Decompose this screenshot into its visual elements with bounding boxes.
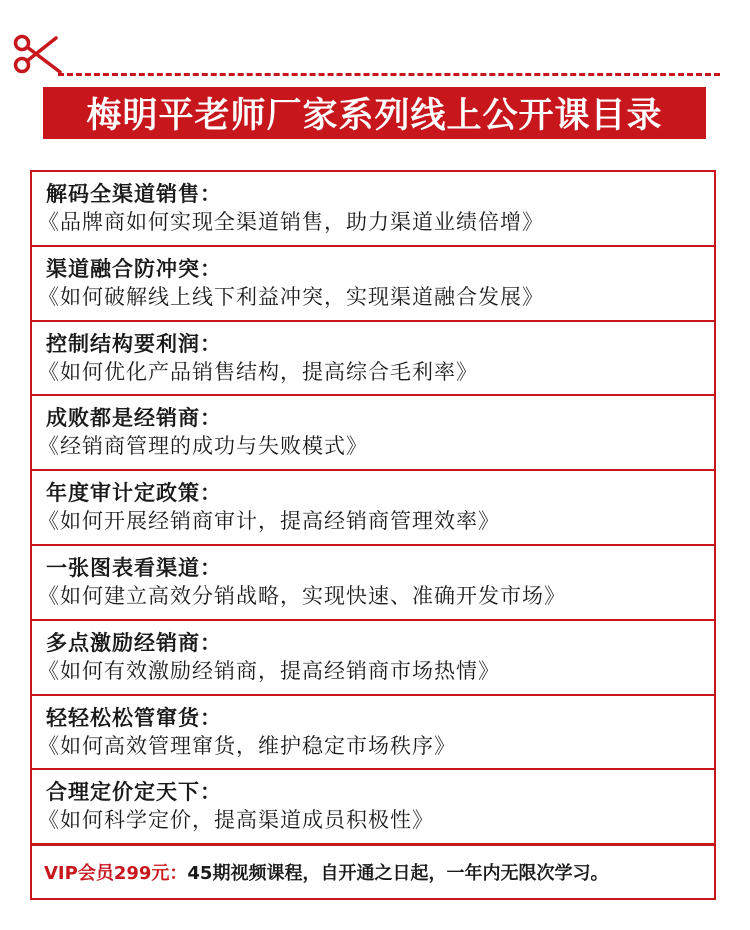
course-title: 解码全渠道销售： bbox=[46, 182, 222, 206]
list-item bbox=[32, 172, 714, 247]
page-title: 梅明平老师厂家系列线上公开课目录 bbox=[43, 87, 706, 139]
vip-price-label: VIP会员299元： bbox=[44, 863, 188, 884]
course-title: 一张图表看渠道： bbox=[46, 555, 222, 580]
course-title: 合理定价定天下： bbox=[46, 780, 222, 805]
list-item bbox=[32, 471, 714, 546]
list-item bbox=[32, 546, 714, 621]
course-title: 年度审计定政策： bbox=[46, 481, 222, 506]
list-item bbox=[32, 396, 714, 471]
cut-line bbox=[58, 73, 720, 76]
list-item bbox=[32, 770, 714, 845]
course-description: 《如何破解线上线下利益冲突，实现渠道融合发展》 bbox=[38, 284, 544, 309]
list-item bbox=[32, 621, 714, 696]
course-title: 轻轻松松管窜货： bbox=[46, 705, 222, 730]
vip-description: 45期视频课程，自开通之日起，一年内无限次学习。 bbox=[187, 863, 609, 884]
course-title: 多点激励经销商： bbox=[46, 630, 222, 655]
course-description: 《经销商管理的成功与失败模式》 bbox=[38, 434, 368, 459]
scissors-icon bbox=[12, 32, 64, 80]
list-item bbox=[32, 696, 714, 771]
list-item bbox=[32, 247, 714, 322]
course-title: 渠道融合防冲突： bbox=[46, 256, 222, 281]
course-description: 《如何有效激励经销商，提高经销商市场热情》 bbox=[38, 658, 500, 683]
course-description: 《如何高效管理窜货，维护稳定市场秩序》 bbox=[38, 733, 456, 758]
course-title: 控制结构要利润： bbox=[46, 331, 222, 356]
course-description: 《如何建立高效分销战略，实现快速、准确开发市场》 bbox=[38, 583, 566, 608]
course-title: 成败都是经销商： bbox=[46, 406, 222, 431]
course-description: 《如何优化产品销售结构，提高综合毛利率》 bbox=[38, 359, 478, 384]
list-item bbox=[32, 322, 714, 397]
vip-footer bbox=[30, 844, 716, 900]
course-list bbox=[30, 170, 716, 845]
course-description: 《品牌商如何实现全渠道销售，助力渠道业绩倍增》 bbox=[38, 210, 544, 234]
course-description: 《如何开展经销商审计，提高经销商管理效率》 bbox=[38, 509, 500, 534]
course-description: 《如何科学定价，提高渠道成员积极性》 bbox=[38, 808, 434, 833]
